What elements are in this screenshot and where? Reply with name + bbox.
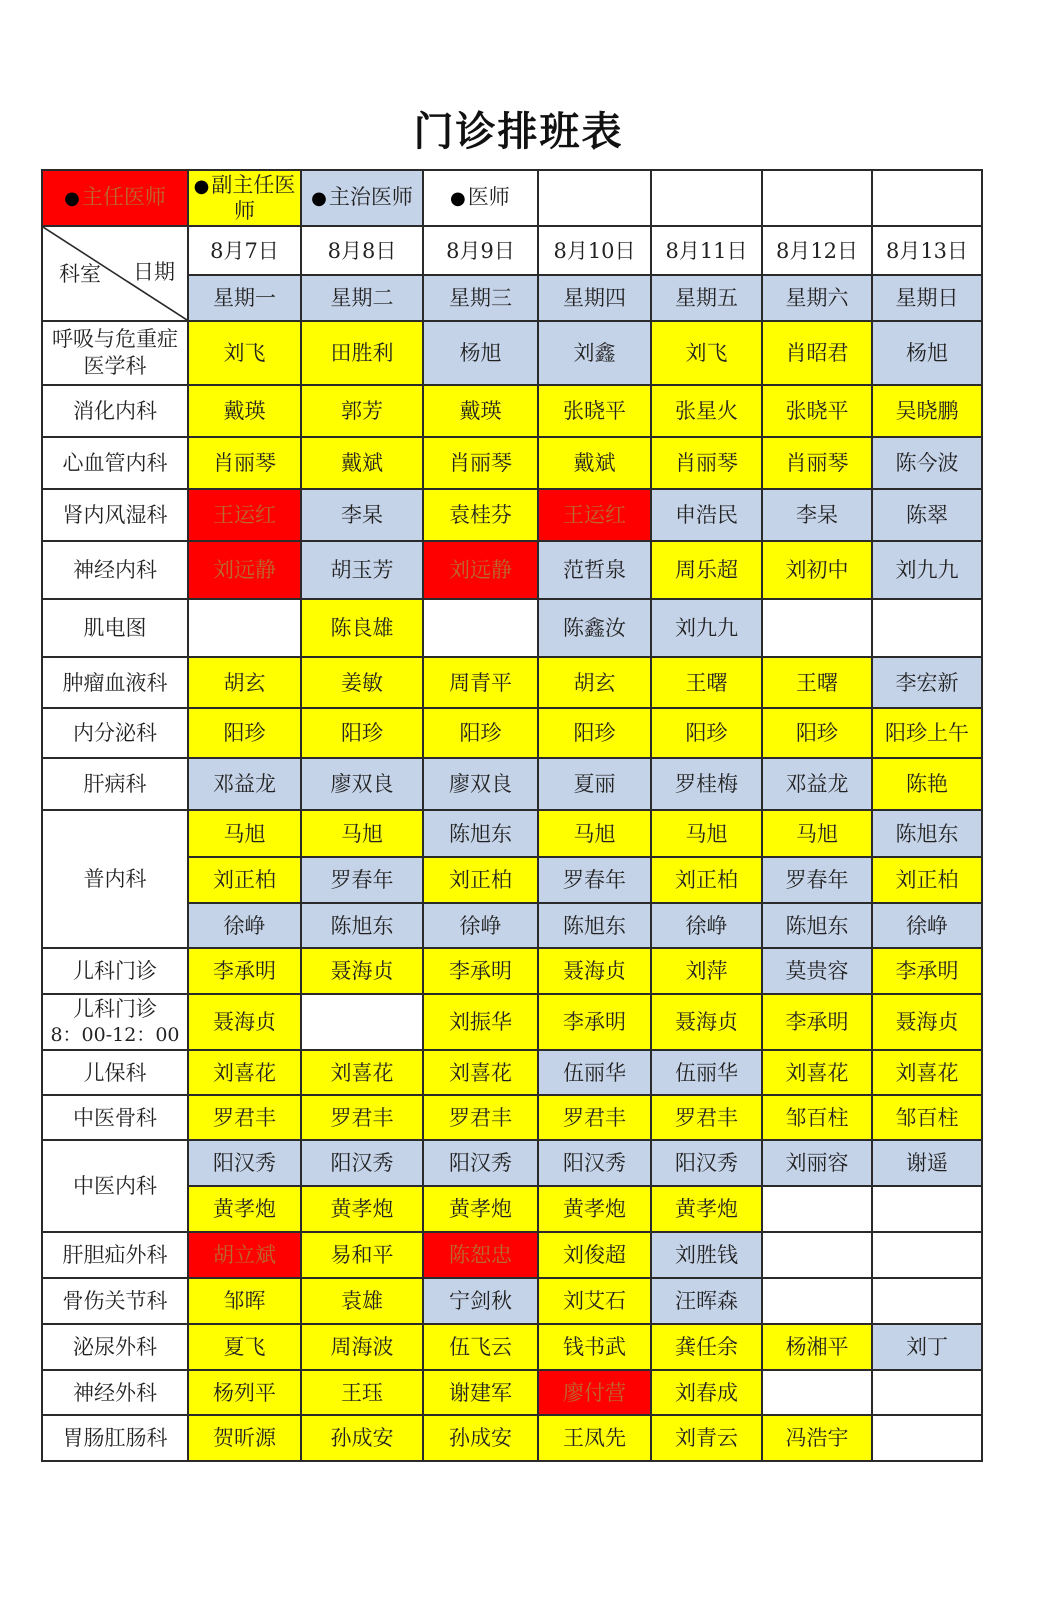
date-header-cell: 8月7日	[188, 226, 301, 275]
doctor-cell: 罗君丰	[423, 1095, 538, 1140]
schedule-row	[42, 599, 982, 657]
doctor-cell: 邓益龙	[188, 758, 301, 810]
doctor-cell: 刘喜花	[188, 1050, 301, 1095]
department-cell	[42, 657, 188, 708]
doctor-cell: 刘飞	[188, 321, 301, 385]
schedule-row	[42, 489, 982, 541]
department-name: 神经内科	[73, 558, 157, 582]
doctor-cell: 钱书武	[538, 1324, 651, 1370]
department-name: 儿科门诊	[73, 997, 157, 1021]
doctor-cell: 李承明	[188, 948, 301, 994]
doctor-cell: 邹百柱	[762, 1095, 872, 1140]
schedule-row	[42, 1140, 982, 1186]
schedule-row	[42, 385, 982, 437]
department-cell	[42, 994, 188, 1050]
doctor-cell: 邹百柱	[872, 1095, 982, 1140]
doctor-cell: 刘鑫	[538, 321, 651, 385]
weekday-header-cell: 星期日	[872, 275, 982, 321]
department-cell	[42, 489, 188, 541]
empty-cell	[872, 170, 982, 226]
doctor-cell: 罗君丰	[538, 1095, 651, 1140]
schedule-row	[42, 708, 982, 758]
department-name: 胃肠肛肠科	[62, 1426, 168, 1450]
doctor-cell	[762, 1186, 872, 1232]
doctor-cell	[188, 599, 301, 657]
doctor-cell: 周青平	[423, 657, 538, 708]
department-name: 肝胆疝外科	[62, 1243, 168, 1267]
doctor-cell: 吴晓鹏	[872, 385, 982, 437]
doctor-cell: 罗春年	[762, 857, 872, 903]
doctor-cell: 刘九九	[872, 541, 982, 599]
legend-chief: ●主任医师	[42, 170, 188, 226]
doctor-cell	[872, 1232, 982, 1278]
doctor-cell: 贺昕源	[188, 1415, 301, 1461]
legend-attending: ●主治医师	[301, 170, 423, 226]
doctor-cell: 聂海贞	[538, 948, 651, 994]
doctor-cell: 黄孝炮	[651, 1186, 762, 1232]
doctor-cell: 阳珍	[188, 708, 301, 758]
doctor-cell: 伍丽华	[538, 1050, 651, 1095]
doctor-cell: 谢建军	[423, 1370, 538, 1415]
schedule-row	[42, 1232, 982, 1278]
legend-deputy: ●副主任医师	[188, 170, 301, 226]
page-title: 门诊排班表	[413, 109, 624, 155]
doctor-cell: 罗君丰	[651, 1095, 762, 1140]
date-row	[42, 226, 982, 275]
doctor-cell: 刘喜花	[423, 1050, 538, 1095]
department-name: 儿保科	[83, 1060, 147, 1085]
doctor-cell: 郭芳	[301, 385, 423, 437]
doctor-cell: 龚任余	[651, 1324, 762, 1370]
department-cell	[42, 1370, 188, 1415]
doctor-cell: 王珏	[301, 1370, 423, 1415]
doctor-cell: 李承明	[762, 994, 872, 1050]
bullet-icon: ●	[64, 188, 80, 209]
doctor-cell: 胡玉芳	[301, 541, 423, 599]
doctor-cell: 王运红	[188, 489, 301, 541]
doctor-cell: 刘春成	[651, 1370, 762, 1415]
doctor-cell: 陈旭东	[423, 810, 538, 857]
department-cell	[42, 1324, 188, 1370]
department-time: 8：00-12：00	[50, 1024, 180, 1046]
legend-physician: ●医师	[423, 170, 538, 226]
doctor-cell: 徐峥	[651, 903, 762, 948]
doctor-cell: 李杲	[301, 489, 423, 541]
empty-cell	[651, 170, 762, 226]
doctor-cell: 刘振华	[423, 994, 538, 1050]
department-name: 骨伤关节科	[62, 1289, 168, 1313]
doctor-cell: 刘正柏	[423, 857, 538, 903]
schedule-row	[42, 1370, 982, 1415]
doctor-cell: 阳珍	[538, 708, 651, 758]
doctor-cell: 阳汉秀	[538, 1140, 651, 1186]
dept-axis-label: 科室	[59, 262, 101, 286]
doctor-cell: 肖丽琴	[762, 437, 872, 489]
doctor-cell	[301, 994, 423, 1050]
doctor-cell: 李承明	[538, 994, 651, 1050]
doctor-cell: 刘远静	[188, 541, 301, 599]
doctor-cell: 刘正柏	[651, 857, 762, 903]
department-cell	[42, 948, 188, 994]
doctor-cell: 陈旭东	[538, 903, 651, 948]
doctor-cell: 袁雄	[301, 1278, 423, 1324]
doctor-cell: 廖双良	[301, 758, 423, 810]
schedule-row	[42, 758, 982, 810]
doctor-cell: 田胜利	[301, 321, 423, 385]
doctor-cell: 姜敏	[301, 657, 423, 708]
doctor-cell: 刘正柏	[188, 857, 301, 903]
department-name: 消化内科	[73, 399, 157, 423]
doctor-cell: 徐峥	[188, 903, 301, 948]
doctor-cell: 杨旭	[423, 321, 538, 385]
doctor-cell: 张晓平	[538, 385, 651, 437]
department-cell	[42, 810, 188, 948]
doctor-cell: 王曙	[762, 657, 872, 708]
doctor-cell: 罗君丰	[188, 1095, 301, 1140]
header-corner-cell	[42, 226, 188, 321]
doctor-cell: 肖昭君	[762, 321, 872, 385]
empty-cell	[762, 170, 872, 226]
doctor-cell: 陈恕忠	[423, 1232, 538, 1278]
doctor-cell	[872, 1415, 982, 1461]
doctor-cell: 邓益龙	[762, 758, 872, 810]
doctor-cell: 夏飞	[188, 1324, 301, 1370]
doctor-cell: 陈今波	[872, 437, 982, 489]
department-name: 呼吸与危重症医学科	[52, 327, 178, 378]
department-cell	[42, 1415, 188, 1461]
doctor-cell: 杨旭	[872, 321, 982, 385]
doctor-cell: 聂海贞	[301, 948, 423, 994]
weekday-header-cell: 星期四	[538, 275, 651, 321]
doctor-cell: 刘喜花	[872, 1050, 982, 1095]
department-name: 普内科	[83, 867, 147, 891]
doctor-cell: 罗君丰	[301, 1095, 423, 1140]
doctor-cell	[762, 1278, 872, 1324]
schedule-row	[42, 1095, 982, 1140]
department-name: 肾内风湿科	[62, 503, 168, 527]
schedule-row	[42, 1278, 982, 1324]
doctor-cell: 阳珍	[423, 708, 538, 758]
doctor-cell: 杨湘平	[762, 1324, 872, 1370]
doctor-cell	[872, 1186, 982, 1232]
date-header-cell: 8月11日	[651, 226, 762, 275]
doctor-cell: 陈良雄	[301, 599, 423, 657]
doctor-cell: 陈旭东	[762, 903, 872, 948]
doctor-cell: 刘萍	[651, 948, 762, 994]
doctor-cell: 黄孝炮	[538, 1186, 651, 1232]
empty-cell	[538, 170, 651, 226]
doctor-cell	[872, 1370, 982, 1415]
date-header-cell: 8月13日	[872, 226, 982, 275]
department-cell	[42, 1050, 188, 1095]
doctor-cell: 刘俊超	[538, 1232, 651, 1278]
doctor-cell: 胡玄	[188, 657, 301, 708]
department-name: 中医内科	[73, 1174, 157, 1198]
doctor-cell: 肖丽琴	[188, 437, 301, 489]
doctor-cell: 胡立斌	[188, 1232, 301, 1278]
doctor-cell: 马旭	[301, 810, 423, 857]
schedule-row	[42, 657, 982, 708]
doctor-cell: 刘正柏	[872, 857, 982, 903]
schedule-row	[42, 321, 982, 385]
doctor-cell: 范哲泉	[538, 541, 651, 599]
doctor-cell: 陈艳	[872, 758, 982, 810]
doctor-cell	[762, 1232, 872, 1278]
doctor-cell: 汪晖森	[651, 1278, 762, 1324]
doctor-cell: 李宏新	[872, 657, 982, 708]
doctor-cell: 陈旭东	[872, 810, 982, 857]
department-cell	[42, 708, 188, 758]
schedule-row	[42, 1050, 982, 1095]
department-name: 泌尿外科	[73, 1335, 157, 1359]
department-name: 儿科门诊	[73, 959, 157, 983]
doctor-cell: 罗春年	[301, 857, 423, 903]
date-header-cell: 8月12日	[762, 226, 872, 275]
doctor-cell: 阳汉秀	[188, 1140, 301, 1186]
doctor-cell: 黄孝炮	[301, 1186, 423, 1232]
doctor-cell	[762, 599, 872, 657]
doctor-cell: 戴斌	[538, 437, 651, 489]
doctor-cell: 李承明	[423, 948, 538, 994]
doctor-cell: 聂海贞	[872, 994, 982, 1050]
department-cell	[42, 321, 188, 385]
doctor-cell: 徐峥	[423, 903, 538, 948]
doctor-cell: 阳珍	[651, 708, 762, 758]
weekday-header-cell: 星期六	[762, 275, 872, 321]
weekday-header-cell: 星期三	[423, 275, 538, 321]
bullet-icon: ●	[311, 188, 327, 209]
schedule-row	[42, 994, 982, 1050]
doctor-cell: 孙成安	[301, 1415, 423, 1461]
doctor-cell: 袁桂芬	[423, 489, 538, 541]
doctor-cell: 夏丽	[538, 758, 651, 810]
doctor-cell: 戴瑛	[188, 385, 301, 437]
doctor-cell: 廖双良	[423, 758, 538, 810]
doctor-cell: 李承明	[872, 948, 982, 994]
doctor-cell: 聂海贞	[188, 994, 301, 1050]
schedule-row	[42, 810, 982, 857]
department-cell	[42, 1278, 188, 1324]
doctor-cell: 肖丽琴	[651, 437, 762, 489]
doctor-cell: 杨列平	[188, 1370, 301, 1415]
doctor-cell: 罗春年	[538, 857, 651, 903]
doctor-cell: 刘艾石	[538, 1278, 651, 1324]
doctor-cell	[423, 599, 538, 657]
bullet-icon: ●	[450, 188, 466, 209]
doctor-cell: 王运红	[538, 489, 651, 541]
doctor-cell: 刘飞	[651, 321, 762, 385]
doctor-cell: 冯浩宇	[762, 1415, 872, 1461]
department-cell	[42, 437, 188, 489]
weekday-header-cell: 星期一	[188, 275, 301, 321]
doctor-cell: 张晓平	[762, 385, 872, 437]
doctor-cell	[762, 1370, 872, 1415]
weekday-header-cell: 星期五	[651, 275, 762, 321]
doctor-cell: 周乐超	[651, 541, 762, 599]
doctor-cell: 刘丁	[872, 1324, 982, 1370]
department-name: 中医骨科	[73, 1105, 157, 1130]
department-cell	[42, 1140, 188, 1232]
doctor-cell: 王凤先	[538, 1415, 651, 1461]
doctor-cell: 阳汉秀	[301, 1140, 423, 1186]
schedule-row	[42, 541, 982, 599]
doctor-cell: 马旭	[651, 810, 762, 857]
doctor-cell: 孙成安	[423, 1415, 538, 1461]
doctor-cell: 谢遥	[872, 1140, 982, 1186]
doctor-cell: 聂海贞	[651, 994, 762, 1050]
doctor-cell: 戴斌	[301, 437, 423, 489]
department-name: 内分泌科	[73, 721, 157, 745]
doctor-cell: 张星火	[651, 385, 762, 437]
bullet-icon: ●	[193, 175, 210, 197]
date-header-cell: 8月8日	[301, 226, 423, 275]
doctor-cell: 徐峥	[872, 903, 982, 948]
doctor-cell	[872, 599, 982, 657]
doctor-cell: 陈鑫汝	[538, 599, 651, 657]
doctor-cell: 阳珍上午	[872, 708, 982, 758]
doctor-cell: 刘喜花	[762, 1050, 872, 1095]
department-name: 心血管内科	[62, 451, 168, 475]
doctor-cell: 阳珍	[301, 708, 423, 758]
doctor-cell: 刘初中	[762, 541, 872, 599]
doctor-cell: 申浩民	[651, 489, 762, 541]
doctor-cell: 马旭	[538, 810, 651, 857]
doctor-cell: 王曙	[651, 657, 762, 708]
doctor-cell: 陈旭东	[301, 903, 423, 948]
doctor-cell: 刘青云	[651, 1415, 762, 1461]
doctor-cell: 阳汉秀	[651, 1140, 762, 1186]
date-header-cell: 8月9日	[423, 226, 538, 275]
doctor-cell: 伍丽华	[651, 1050, 762, 1095]
doctor-cell: 易和平	[301, 1232, 423, 1278]
doctor-cell: 廖付营	[538, 1370, 651, 1415]
doctor-cell: 刘胜钱	[651, 1232, 762, 1278]
doctor-cell: 戴瑛	[423, 385, 538, 437]
department-cell	[42, 1095, 188, 1140]
doctor-cell: 马旭	[188, 810, 301, 857]
department-cell	[42, 541, 188, 599]
schedule-row	[42, 1415, 982, 1461]
doctor-cell: 邹晖	[188, 1278, 301, 1324]
schedule-table	[41, 169, 983, 1462]
doctor-cell: 阳汉秀	[423, 1140, 538, 1186]
doctor-cell: 黄孝炮	[188, 1186, 301, 1232]
date-axis-label: 日期	[133, 260, 175, 284]
department-cell	[42, 599, 188, 657]
department-cell	[42, 1232, 188, 1278]
doctor-cell	[872, 1278, 982, 1324]
department-name: 神经外科	[73, 1380, 157, 1405]
department-cell	[42, 758, 188, 810]
doctor-cell: 黄孝炮	[423, 1186, 538, 1232]
doctor-cell: 周海波	[301, 1324, 423, 1370]
doctor-cell: 刘远静	[423, 541, 538, 599]
doctor-cell: 宁剑秋	[423, 1278, 538, 1324]
doctor-cell: 伍飞云	[423, 1324, 538, 1370]
doctor-cell: 马旭	[762, 810, 872, 857]
schedule-row	[42, 948, 982, 994]
date-header-cell: 8月10日	[538, 226, 651, 275]
department-cell	[42, 385, 188, 437]
doctor-cell: 阳珍	[762, 708, 872, 758]
legend-row	[42, 170, 982, 226]
doctor-cell: 刘九九	[651, 599, 762, 657]
doctor-cell: 莫贵容	[762, 948, 872, 994]
doctor-cell: 陈翠	[872, 489, 982, 541]
schedule-row	[42, 1324, 982, 1370]
department-name: 肝病科	[83, 772, 147, 796]
doctor-cell: 李杲	[762, 489, 872, 541]
doctor-cell: 肖丽琴	[423, 437, 538, 489]
department-name: 肿瘤血液科	[62, 670, 168, 695]
department-name: 肌电图	[83, 616, 147, 640]
schedule-row	[42, 437, 982, 489]
doctor-cell: 刘丽容	[762, 1140, 872, 1186]
doctor-cell: 罗桂梅	[651, 758, 762, 810]
doctor-cell: 刘喜花	[301, 1050, 423, 1095]
doctor-cell: 胡玄	[538, 657, 651, 708]
weekday-header-cell: 星期二	[301, 275, 423, 321]
